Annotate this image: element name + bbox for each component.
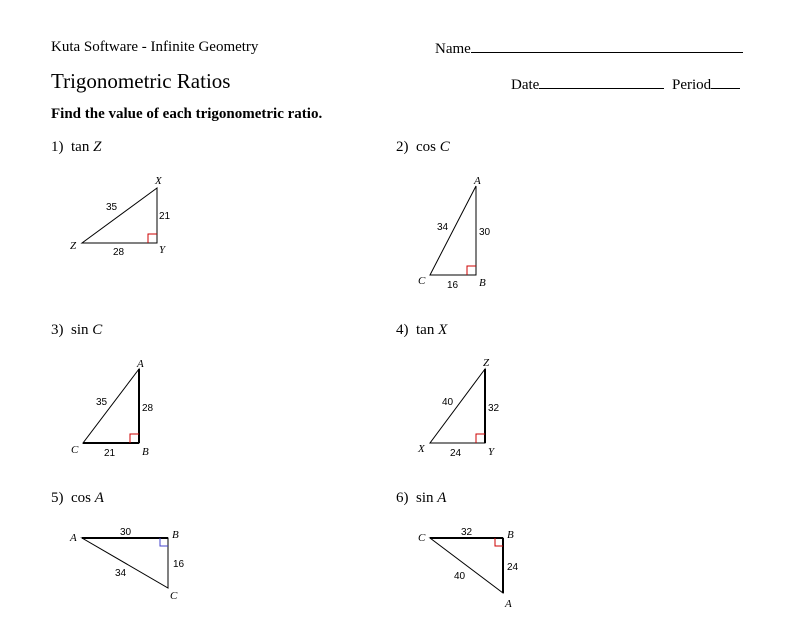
triangle-6 (418, 527, 519, 610)
side-label: 16 (173, 559, 185, 570)
triangle-2 (418, 175, 491, 291)
problem-6-label: 6) sin A (396, 490, 447, 506)
problem-5-label: 5) cos A (51, 490, 104, 506)
side-label: 28 (142, 403, 154, 414)
name-label: Name (435, 41, 471, 57)
right-angle-marker-1 (148, 234, 157, 243)
vertex-label: C (170, 590, 178, 602)
problem-3-label: 3) sin C (51, 322, 103, 338)
vertex-label: B (479, 277, 486, 289)
vertex-label: B (172, 529, 179, 541)
triangle-6-shape (430, 538, 503, 593)
side-label: 35 (106, 202, 118, 213)
right-angle-marker-4 (476, 434, 485, 443)
vertex-label: X (155, 175, 162, 187)
side-label: 40 (442, 397, 454, 408)
right-angle-marker-2 (467, 266, 476, 275)
vertex-label: B (142, 446, 149, 458)
side-label: 28 (113, 247, 125, 258)
vertex-label: Z (483, 357, 490, 369)
instructions: Find the value of each trigonometric ratio. (51, 106, 323, 122)
vertex-label: C (71, 444, 79, 456)
side-label: 40 (454, 571, 466, 582)
side-label: 32 (488, 403, 500, 414)
vertex-label: A (505, 598, 512, 610)
vertex-label: C (418, 275, 426, 287)
vertex-label: B (507, 529, 514, 541)
right-angle-marker-6 (495, 538, 503, 546)
triangle-4 (417, 357, 500, 459)
triangle-5 (69, 527, 185, 602)
side-label: 24 (450, 448, 462, 459)
vertex-label: X (418, 443, 425, 455)
problem-2-label: 2) cos C (396, 139, 450, 155)
right-angle-marker-3 (130, 434, 139, 443)
side-label: 16 (447, 280, 459, 291)
worksheet-title: Trigonometric Ratios (51, 69, 231, 93)
side-label: 32 (461, 527, 473, 538)
triangle-5-shape (82, 538, 168, 588)
triangle-4-shape (430, 369, 485, 443)
side-label: 35 (96, 397, 108, 408)
side-label: 34 (115, 568, 127, 579)
triangle-3 (71, 358, 154, 459)
side-label: 21 (159, 211, 171, 222)
vertex-label: Y (159, 244, 166, 256)
vertex-label: C (418, 532, 426, 544)
side-label: 34 (437, 222, 449, 233)
vertex-label: A (137, 358, 144, 370)
vertex-label: Z (70, 240, 77, 252)
right-angle-marker-5 (160, 538, 168, 546)
publisher-label: Kuta Software - Infinite Geometry (51, 39, 259, 55)
problem-4-label: 4) tan X (396, 322, 448, 338)
side-label: 24 (507, 562, 519, 573)
side-label: 21 (104, 448, 116, 459)
triangle-3-shape (83, 369, 139, 443)
vertex-label: A (474, 175, 481, 187)
side-label: 30 (120, 527, 132, 538)
triangle-1-shape (82, 188, 157, 243)
triangle-1 (70, 175, 171, 258)
date-label: Date (511, 77, 540, 93)
vertex-label: A (70, 532, 77, 544)
vertex-label: Y (488, 446, 495, 458)
period-label: Period (672, 77, 712, 93)
side-label: 30 (479, 227, 491, 238)
problem-1-label: 1) tan Z (51, 139, 102, 155)
